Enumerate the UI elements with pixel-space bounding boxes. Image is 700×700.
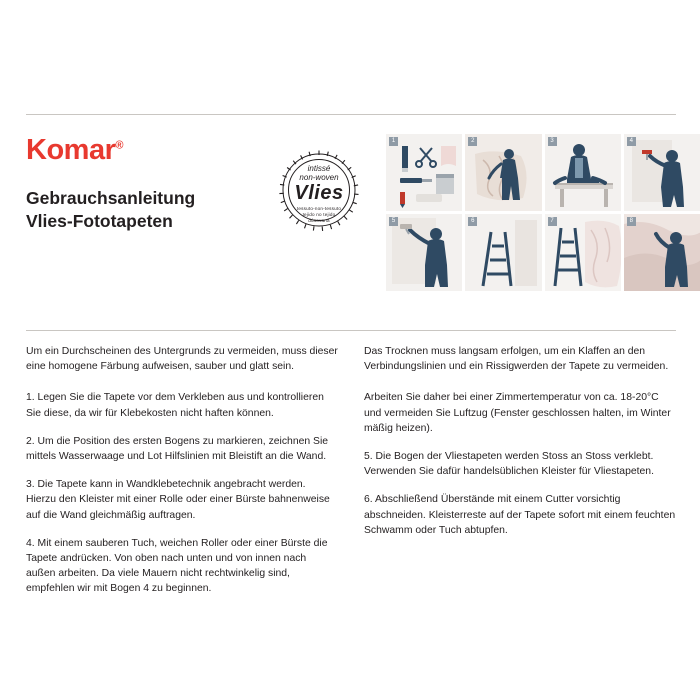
registered-mark: ® bbox=[115, 139, 123, 152]
page-title-line1: Gebrauchsanleitung bbox=[26, 188, 196, 208]
seal-main-label: Vlies bbox=[294, 182, 344, 205]
step-illustration-5 bbox=[386, 214, 462, 291]
divider-top bbox=[26, 114, 676, 115]
page-title bbox=[26, 187, 256, 233]
vlies-seal bbox=[271, 142, 367, 238]
step-number-6: 6 bbox=[468, 217, 477, 226]
instructions-body bbox=[26, 344, 676, 609]
step-number-8: 8 bbox=[627, 217, 636, 226]
step-illustration-6 bbox=[465, 214, 541, 291]
step-number-5: 5 bbox=[389, 217, 398, 226]
instruction-step-5: 5. Die Bogen der Vliestapeten werden Stoss an Stoss verklebt. Verwenden Sie dafür handelsüblichen Kleister für Vliestapeten. bbox=[364, 450, 654, 478]
step-illustration-3 bbox=[545, 134, 621, 211]
step-number-4: 4 bbox=[627, 137, 636, 146]
instruction-step-1: 1. Legen Sie die Tapete vor dem Verkleben aus und kontrollieren Sie diese, da wir für Klebekosten nicht haften können. bbox=[26, 392, 324, 419]
step-number-2: 2 bbox=[468, 137, 477, 146]
header bbox=[26, 128, 674, 318]
step-number-1: 1 bbox=[389, 137, 398, 146]
step-number-7: 7 bbox=[548, 217, 557, 226]
right-lead-paragraph: Das Trocknen muss langsam erfolgen, um ein Klaffen an den Verbindungslinien und ein Rissigwerden der Tapete zu vermeiden. bbox=[364, 346, 669, 373]
step-illustration-4 bbox=[624, 134, 700, 211]
komar-logo-text: Komar bbox=[26, 134, 116, 166]
komar-logo bbox=[26, 136, 123, 165]
instruction-step-4: 4. Mit einem sauberen Tuch, weichen Roller oder einer Bürste die Tapete andrücken. Von oben nach unten und von innen nach außen arbeiten. Da viele Mauern nicht rechtwinkelig sind, empfehlen wir mit Bogen 4 zu beginnen. bbox=[26, 537, 328, 595]
step-illustration-1 bbox=[386, 134, 462, 211]
page-title-line2: Vlies-Fototapeten bbox=[26, 211, 173, 232]
instruction-note-temperature: Arbeiten Sie daher bei einer Zimmertemperatur von ca. 18-20°C und vermeiden Sie Luftzug (Fenster geschlossen halten, im Winter mäßig heizen). bbox=[364, 392, 671, 434]
seal-bottom-line1: tessuto-non-tessuto bbox=[296, 206, 342, 212]
left-column bbox=[26, 344, 338, 609]
step-number-3: 3 bbox=[548, 137, 557, 146]
step-illustration-7 bbox=[545, 214, 621, 291]
step-illustrations bbox=[386, 134, 700, 291]
left-lead-paragraph: Um ein Durchscheinen des Untergrunds zu vermeiden, muss dieser eine homogene Färbung aufweisen, sauber und glatt sein. bbox=[26, 346, 338, 373]
step-illustration-2 bbox=[465, 134, 541, 211]
instruction-step-6: 6. Abschließend Überstände mit einem Cutter vorsichtig abschneiden. Kleisterreste auf der Tapete sofort mit einem feuchten Schwamm oder Tuch abtupfen. bbox=[364, 494, 676, 536]
right-column bbox=[364, 344, 676, 609]
step-illustration-8 bbox=[624, 214, 700, 291]
divider-bottom bbox=[26, 330, 676, 331]
vlies-seal-text bbox=[271, 142, 367, 238]
instruction-step-3: 3. Die Tapete kann in Wandklebetechnik angebracht werden. Hierzu den Kleister mit einer Rolle oder einer Bürste bahnenweise auf die Wand gleichmäßig auftragen. bbox=[26, 479, 330, 521]
seal-bottom-line2: tejido no tejido bbox=[302, 212, 336, 218]
brand-block bbox=[26, 136, 256, 233]
instruction-step-2: 2. Um die Position des ersten Bogens zu markieren, zeichnen Sie mittels Wasserwaage und Lot Hilfslinien mit Bleistift an die Wand. bbox=[26, 435, 329, 462]
seal-bottom-line3: dúsovaná bbox=[308, 217, 330, 223]
seal-top-line1: intissé bbox=[307, 164, 331, 173]
seal-top-line2: non-woven bbox=[299, 173, 339, 183]
